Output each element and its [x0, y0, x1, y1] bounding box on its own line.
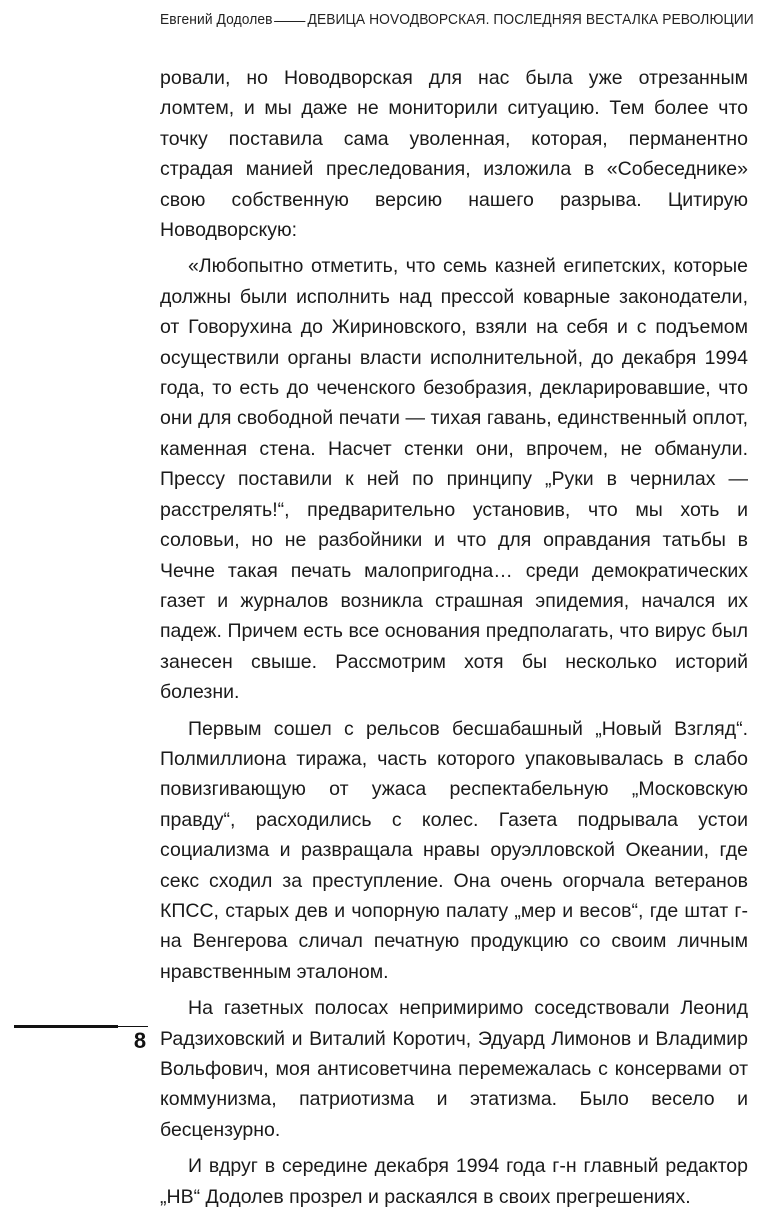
paragraph-5: И вдруг в середине декабря 1994 года г-н главный редактор „НВ“ Додолев прозрел и раскаялся в своих прегрешениях. [160, 1155, 748, 1208]
header-author: Евгений Додолев [160, 11, 273, 28]
paragraph-1: ровали, но Новодворская для нас была уже отрезанным ломтем, и мы даже не мониторили ситуацию. Тем более что точку поставила сама уволенная, которая, перманентно страдая манией преследования, изложила в «Собеседнике» свою собственную версию нашего разрыва. Цитирую Новодворскую: [160, 67, 748, 242]
page-number: 8 [133, 1028, 147, 1053]
footer-rule [14, 1025, 118, 1028]
paragraph-3: Первым сошел с рельсов бесшабашный „Новый Взгляд“. Полмиллиона тиража, часть которого упаковывалась в слабо повизгивающую от ужаса респектабельную „Московскую правду“, расходились с колес. Газета подрывала устои социализма и развращала нравы оруэлловской Океании, где секс сходил за преступление. Она очень огорчала ветеранов КПСС, старых дев и чопорную палату „мер и весов“, где штат г-на Венгерова сличал печатную продукцию со своим личным нравственным эталоном. [160, 717, 748, 983]
paragraph-2: «Любопытно отметить, что семь казней египетских, которые должны были исполнить над прессой коварные законодатели, от Говорухина до Жириновского, взяли на себя и с подъемом осуществили органы власти исполнительной, до декабря 1994 года, то есть до чеченского безобразия, декларировавшие, что они для свободной печати — тихая гавань, единственный оплот, каменная стена. Насчет стенки они, впрочем, не обманули. Прессу поставили к ней по принципу „Руки в чернилах — расстрелять!“, предварительно установив, что мы хоть и соловьи, но не разбойники и что для оправдания татьбы в Чечне такая печать малопригодна… среди демократических газет и журналов возникла страшная эпидемия, начался их падеж. Причем есть все основания предполагать, что вирус был занесен свыше. Рассмотрим хотя бы несколько историй болезни. [160, 255, 748, 704]
running-header [160, 10, 754, 30]
header-separator [274, 21, 305, 22]
page-body [160, 63, 748, 1218]
paragraph-4: На газетных полосах непримиримо соседствовали Леонид Радзиховский и Виталий Коротич, Эдуард Лимонов и Владимир Вольфович, моя антисоветчина перемежалась с консервами от коммунизма, патриотизма и этатизма. Было весело и бесцензурно. [160, 997, 748, 1141]
header-book-title: ДЕВИЦА НОVОДВОРСКАЯ. ПОСЛЕДНЯЯ ВЕСТАЛКА РЕВОЛЮЦИИ [307, 11, 754, 28]
